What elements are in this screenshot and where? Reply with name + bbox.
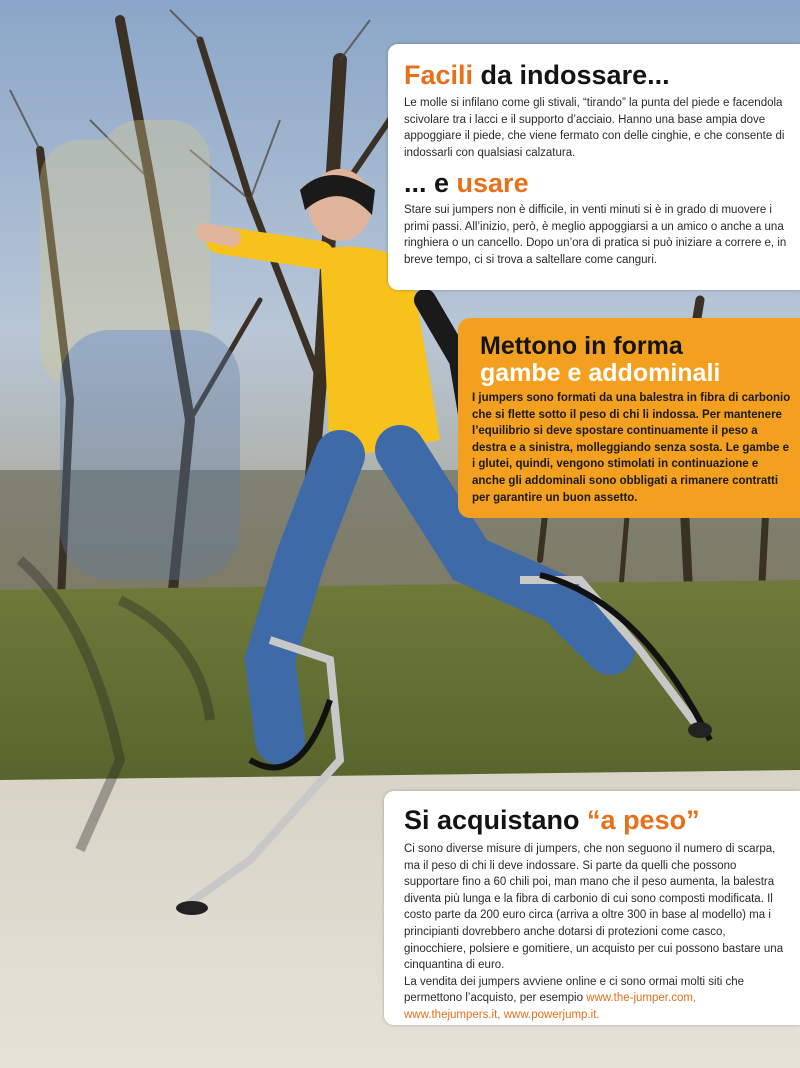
title-highlight: Facili — [404, 60, 474, 90]
section-buy-title — [404, 807, 790, 834]
section-fit-title-line2: gambe e addominali — [480, 359, 721, 387]
title-highlight: usare — [456, 168, 529, 198]
info-panel-bottom — [384, 791, 800, 1025]
info-panel-top — [388, 44, 800, 290]
link-the-jumper[interactable]: www.the-jumper.com, — [586, 992, 697, 1005]
sales-text: La vendita dei jumpers avviene online e ci sono ormai molti siti che permettono l’acquisto, per esempio — [404, 975, 745, 1005]
link-thejumpers[interactable]: www.thejumpers.it, — [404, 1008, 501, 1021]
section-wear-title — [404, 62, 790, 89]
section-buy-sales — [404, 974, 790, 1024]
section-buy — [404, 807, 790, 1024]
section-use-body: Stare sui jumpers non è difficile, in venti minuti si è in grado di muovere i primi passi. All’inizio, però, è meglio appoggiarsi a un amico o anche a una ringhiera o un cancello. Dopo un’ora di pratica si può iniziare a correre e, in breve tempo, ci si trova a saltellare come canguri. — [404, 204, 787, 266]
title-highlight: “a peso” — [587, 805, 700, 835]
section-fit-body: I jumpers sono formati da una balestra in fibra di carbonio che si flette sotto il peso di chi li indossa. Per mantenere l’equilibrio si deve spostare continuamente il peso a destra e a sinistra, molleggiando senza sosta. Le gambe e i glutei, quindi, vengono stimolati in continuazione e anche gli addominali sono obbligati a rimanere contratti per garantire un buon assetto. — [472, 392, 791, 504]
section-wear — [404, 62, 790, 161]
section-fit-title-line1: Mettono in forma — [480, 332, 683, 360]
title-rest: da indossare... — [473, 60, 670, 90]
section-buy-body: Ci sono diverse misure di jumpers, che non seguono il numero di scarpa, ma il peso di chi li deve indossare. Si parte da quelli che possono supportare fino a 60 chili poi, man mano che il peso aumenta, la balestra diventa più lunga e la fibra di carbonio di cui sono composti modificata. Il costo parte da 200 euro circa (arriva a oltre 300 in base al modello) ma i principianti dovrebbero anche dotarsi di protezioni come casco, ginocchiere, polsiere e gomitiere, un acquisto per cui possono bastare una cinquantina di euro. — [404, 843, 784, 972]
section-use — [404, 170, 790, 268]
title-prefix: Si acquistano — [404, 805, 588, 835]
section-wear-body: Le molle si infilano come gli stivali, “tirando” la punta del piede e facendola scivolare tra i lacci e il supporto d’acciaio. Hanno una base ampia dove appoggiare il piede, che viene fermato con delle cinghie, e che consente di indossarli con qualsiasi calzatura. — [404, 97, 785, 159]
info-panel-orange — [458, 318, 800, 518]
section-use-title — [404, 170, 790, 197]
title-prefix: ... e — [404, 168, 457, 198]
link-powerjump[interactable]: www.powerjump.it. — [503, 1008, 600, 1021]
